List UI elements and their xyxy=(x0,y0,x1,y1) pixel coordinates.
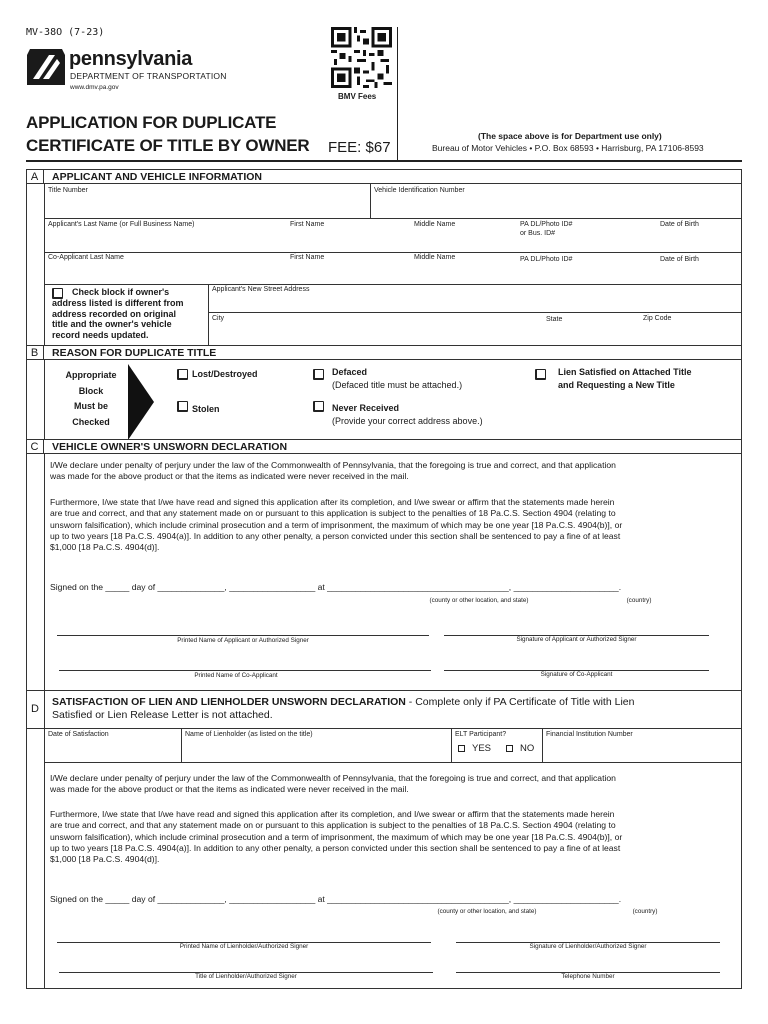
d-row-divider2 xyxy=(451,728,452,762)
lost-destroyed-checkbox[interactable] xyxy=(177,369,188,380)
printed-applicant-caption: Printed Name of Applicant or Authorized Signer xyxy=(177,637,309,644)
never-received-checkbox[interactable] xyxy=(313,401,324,412)
section-d-signed-on-line[interactable]: Signed on the _____ day of ______________, __________________ at ______________________________________, ______________________. xyxy=(50,894,622,904)
lien-satisfied-line2: and Requesting a New Title xyxy=(558,380,675,390)
section-a-title: APPLICANT AND VEHICLE INFORMATION xyxy=(52,171,262,183)
city-label: City xyxy=(212,315,225,322)
section-a-letter: A xyxy=(26,170,44,183)
vin-field[interactable] xyxy=(372,196,740,218)
department-use-note: (The space above is for Department use only) xyxy=(478,131,662,141)
address-divider xyxy=(208,284,209,345)
financial-institution-field[interactable] xyxy=(544,740,740,761)
state-label: State xyxy=(546,316,563,323)
website-link[interactable]: www.dmv.pa.gov xyxy=(70,84,119,91)
row2-bottom xyxy=(44,252,742,253)
c-para1-line2: was made for the above product or that the items as indicated were never received in the mail. xyxy=(50,471,409,482)
instruction-line1: Appropriate xyxy=(65,370,117,380)
d-para1-line2: was made for the above product or that the items as indicated were never received in the mail. xyxy=(50,784,409,795)
bus-id-label: or Bus. ID# xyxy=(520,230,556,237)
section-a-gutter xyxy=(44,184,45,345)
row3-bottom xyxy=(44,284,742,285)
date-satisfaction-field[interactable] xyxy=(46,740,178,761)
c-para2-line4: up to two years [18 Pa.C.S. 4904(a)]. In addition to any other penalty, a person convicted under this section shall be sentenced to pay a fine of at least xyxy=(50,530,621,541)
section-a-header xyxy=(26,169,742,184)
title-number-field[interactable] xyxy=(46,196,368,218)
bureau-address: Bureau of Motor Vehicles • P.O. Box 68593 • Harrisburg, PA 17106-8593 xyxy=(432,143,704,153)
financial-institution-label: Financial Institution Number xyxy=(546,731,633,738)
never-received-note: (Provide your correct address above.) xyxy=(332,416,483,426)
section-c-letter: C xyxy=(26,440,44,453)
telephone-caption: Telephone Number xyxy=(561,973,615,980)
section-d-declaration-para1 xyxy=(50,773,730,796)
printed-applicant-line[interactable] xyxy=(57,635,429,636)
d-para2-line1: Furthermore, I/we state that I/we have read and signed this application after its completion, and I/we swear or affirm that the statements made herein xyxy=(50,809,615,819)
lost-destroyed-label: Lost/Destroyed xyxy=(192,369,258,379)
address-check-line4: title and the owner's vehicle xyxy=(52,319,172,330)
lien-satisfied-line1: Lien Satisfied on Attached Title xyxy=(558,367,692,377)
d-row-bottom xyxy=(44,762,742,763)
section-c-gutter xyxy=(44,454,45,690)
co-dob-label: Date of Birth xyxy=(660,256,699,263)
section-c-title: VEHICLE OWNER'S UNSWORN DECLARATION xyxy=(52,441,288,453)
section-b-letter: B xyxy=(26,346,44,359)
elt-yes-checkbox[interactable] xyxy=(458,745,465,752)
zip-field[interactable] xyxy=(641,324,740,344)
address-check-line5: record needs updated. xyxy=(52,330,149,341)
department-use-divider xyxy=(397,27,398,160)
co-dob-field[interactable] xyxy=(658,265,740,283)
signature-lienholder-caption: Signature of Lienholder/Authorized Signer xyxy=(529,943,647,950)
dob-field[interactable] xyxy=(658,230,740,252)
new-street-label: Applicant's New Street Address xyxy=(212,286,310,293)
fee-amount: FEE: $67 xyxy=(328,139,391,156)
row1-divider xyxy=(370,184,371,218)
zip-label: Zip Code xyxy=(643,315,672,322)
address-check-line2: address listed is different from xyxy=(52,297,184,308)
appropriate-block-instruction xyxy=(62,368,120,430)
address-check-line1: Check block if owner's xyxy=(72,287,170,297)
section-c-declaration-para2 xyxy=(50,497,730,553)
row1-bottom xyxy=(44,218,742,219)
section-b-header xyxy=(26,345,742,360)
section-d-title-bold: SATISFACTION OF LIEN AND LIENHOLDER UNSWORN DECLARATION xyxy=(52,696,406,708)
section-d-gutter xyxy=(44,690,45,988)
section-d-top xyxy=(26,690,742,691)
co-pa-dl-field[interactable] xyxy=(518,265,654,283)
section-c-signed-on-line[interactable]: Signed on the _____ day of ______________, __________________ at ______________________________________, ______________________. xyxy=(50,582,622,592)
first-name-label: First Name xyxy=(290,221,325,228)
section-b-title: REASON FOR DUPLICATE TITLE xyxy=(52,347,217,359)
section-d-letter: D xyxy=(31,703,39,715)
printed-co-applicant-caption: Printed Name of Co-Applicant xyxy=(194,672,278,679)
section-d-title xyxy=(52,696,634,722)
instruction-line3: Must be xyxy=(73,401,108,411)
form-title-line2: CERTIFICATE OF TITLE BY OWNER xyxy=(26,136,310,155)
elt-yes-label: YES xyxy=(472,743,492,754)
pointer-arrow-icon xyxy=(128,364,154,440)
vin-label: Vehicle Identification Number xyxy=(374,187,465,194)
title-number-label: Title Number xyxy=(48,187,88,194)
d-para2-line2: are true and correct, and that any statement made on or pursuant to this application is subject to the penalties of 18 Pa.C.S. Section 4904 (relating to xyxy=(50,820,616,831)
signature-applicant-caption: Signature of Applicant or Authorized Signer xyxy=(516,636,637,643)
first-name-field[interactable] xyxy=(288,230,410,252)
city-field[interactable] xyxy=(210,324,540,344)
qr-label: BMV Fees xyxy=(338,92,377,101)
c-county-caption: (county or other location, and state) xyxy=(429,597,529,604)
qr-code-icon[interactable] xyxy=(331,27,392,88)
defaced-note: (Defaced title must be attached.) xyxy=(332,380,463,390)
section-d-title-line2: Satisfied or Lien Release Letter is not attached. xyxy=(52,709,273,721)
section-d-declaration-para2 xyxy=(50,809,730,865)
signature-co-applicant-caption: Signature of Co-Applicant xyxy=(540,671,613,678)
never-received-label: Never Received xyxy=(332,403,400,413)
stolen-checkbox[interactable] xyxy=(177,401,188,412)
section-b-gutter xyxy=(44,360,45,439)
applicant-last-name-field[interactable] xyxy=(46,230,286,252)
instruction-line4: Checked xyxy=(72,416,110,427)
co-middle-name-field[interactable] xyxy=(412,263,516,283)
d-para2-line5: $1,000 [18 Pa.C.S. 4904(d)]. xyxy=(50,854,160,865)
section-c-header xyxy=(26,439,742,454)
printed-co-applicant-line[interactable] xyxy=(59,670,431,671)
section-d-title-bottom xyxy=(26,728,742,729)
dob-label: Date of Birth xyxy=(660,221,699,228)
defaced-label: Defaced xyxy=(332,367,368,377)
title-lienholder-caption: Title of Lienholder/Authorized Signer xyxy=(195,973,297,980)
section-d-title-rest: - Complete only if PA Certificate of Title with Lien xyxy=(405,696,635,708)
co-first-name-label: First Name xyxy=(290,254,325,261)
co-pa-dl-label: PA DL/Photo ID# xyxy=(520,256,573,263)
d-row-divider3 xyxy=(542,728,543,762)
middle-name-field[interactable] xyxy=(412,230,516,252)
instruction-line2: Block xyxy=(78,385,104,396)
d-country-caption: (country) xyxy=(632,908,658,915)
department-name: DEPARTMENT OF TRANSPORTATION xyxy=(70,71,227,81)
middle-name-label: Middle Name xyxy=(414,221,456,228)
d-para1-line1: I/We declare under penalty of perjury under the law of the Commonwealth of Pennsylvania, that the foregoing is true and correct, and that application xyxy=(50,773,616,783)
d-row-divider1 xyxy=(181,728,182,762)
c-para1-line1: I/We declare under penalty of perjury under the law of the Commonwealth of Pennsylvania, that the foregoing is true and correct, and that application xyxy=(50,460,616,470)
pa-dl-field[interactable] xyxy=(518,238,654,252)
brand-name: pennsylvania xyxy=(69,48,193,70)
c-country-caption: (country) xyxy=(626,597,652,604)
state-field[interactable] xyxy=(544,325,638,344)
co-first-name-field[interactable] xyxy=(288,263,410,283)
keystone-logo-icon xyxy=(27,49,65,85)
form-number: MV-38O (7-23) xyxy=(26,27,105,38)
d-para2-line4: up to two years [18 Pa.C.S. 4904(a)]. In addition to any other penalty, a person convicted under this section shall be sentenced to pay a fine of at least xyxy=(50,842,621,853)
elt-no-checkbox[interactable] xyxy=(506,745,513,752)
pa-dl-label: PA DL/Photo ID# xyxy=(520,221,573,228)
co-applicant-last-name-label: Co-Applicant Last Name xyxy=(48,254,124,261)
applicant-last-name-label: Applicant's Last Name (or Full Business Name) xyxy=(48,221,195,228)
elt-participant-label: ELT Participant? xyxy=(455,731,507,738)
c-para2-line3: unsworn falsification), which include criminal prosecution and a term of imprisonment, the maximum of which may be one year [18 Pa.C.S. 4904(b)], or xyxy=(50,519,623,530)
section-c-declaration-para1 xyxy=(50,460,730,483)
defaced-checkbox[interactable] xyxy=(313,369,324,380)
lien-satisfied-checkbox[interactable] xyxy=(535,369,546,380)
header-divider xyxy=(26,160,742,162)
d-county-caption: (county or other location, and state) xyxy=(437,908,537,915)
form-title-line1: APPLICATION FOR DUPLICATE xyxy=(26,113,277,132)
date-satisfaction-label: Date of Satisfaction xyxy=(48,731,109,738)
c-para2-line2: are true and correct, and that any statement made on or pursuant to this application is subject to the penalties of 18 Pa.C.S. Section 4904 (relating to xyxy=(50,508,616,519)
new-street-field[interactable] xyxy=(210,295,740,312)
lienholder-name-label: Name of Lienholder (as listed on the title) xyxy=(185,731,313,738)
c-para2-line1: Furthermore, I/we state that I/we have read and signed this application after its completion, and I/we swear or affirm that the statements made herein xyxy=(50,497,615,507)
co-middle-name-label: Middle Name xyxy=(414,254,456,261)
d-para2-line3: unsworn falsification), which include criminal prosecution and a term of imprisonment, the maximum of which may be one year [18 Pa.C.S. 4904(b)], or xyxy=(50,831,623,842)
address-check-line3: address recorded on original xyxy=(52,308,177,319)
stolen-label: Stolen xyxy=(192,404,220,414)
co-applicant-last-name-field[interactable] xyxy=(46,263,286,283)
elt-no-label: NO xyxy=(520,743,535,754)
c-para2-line5: $1,000 [18 Pa.C.S. 4904(d)]. xyxy=(50,542,160,553)
street-bottom xyxy=(208,312,742,313)
lienholder-name-field[interactable] xyxy=(183,740,449,761)
printed-lienholder-caption: Printed Name of Lienholder/Authorized Signer xyxy=(179,943,309,950)
